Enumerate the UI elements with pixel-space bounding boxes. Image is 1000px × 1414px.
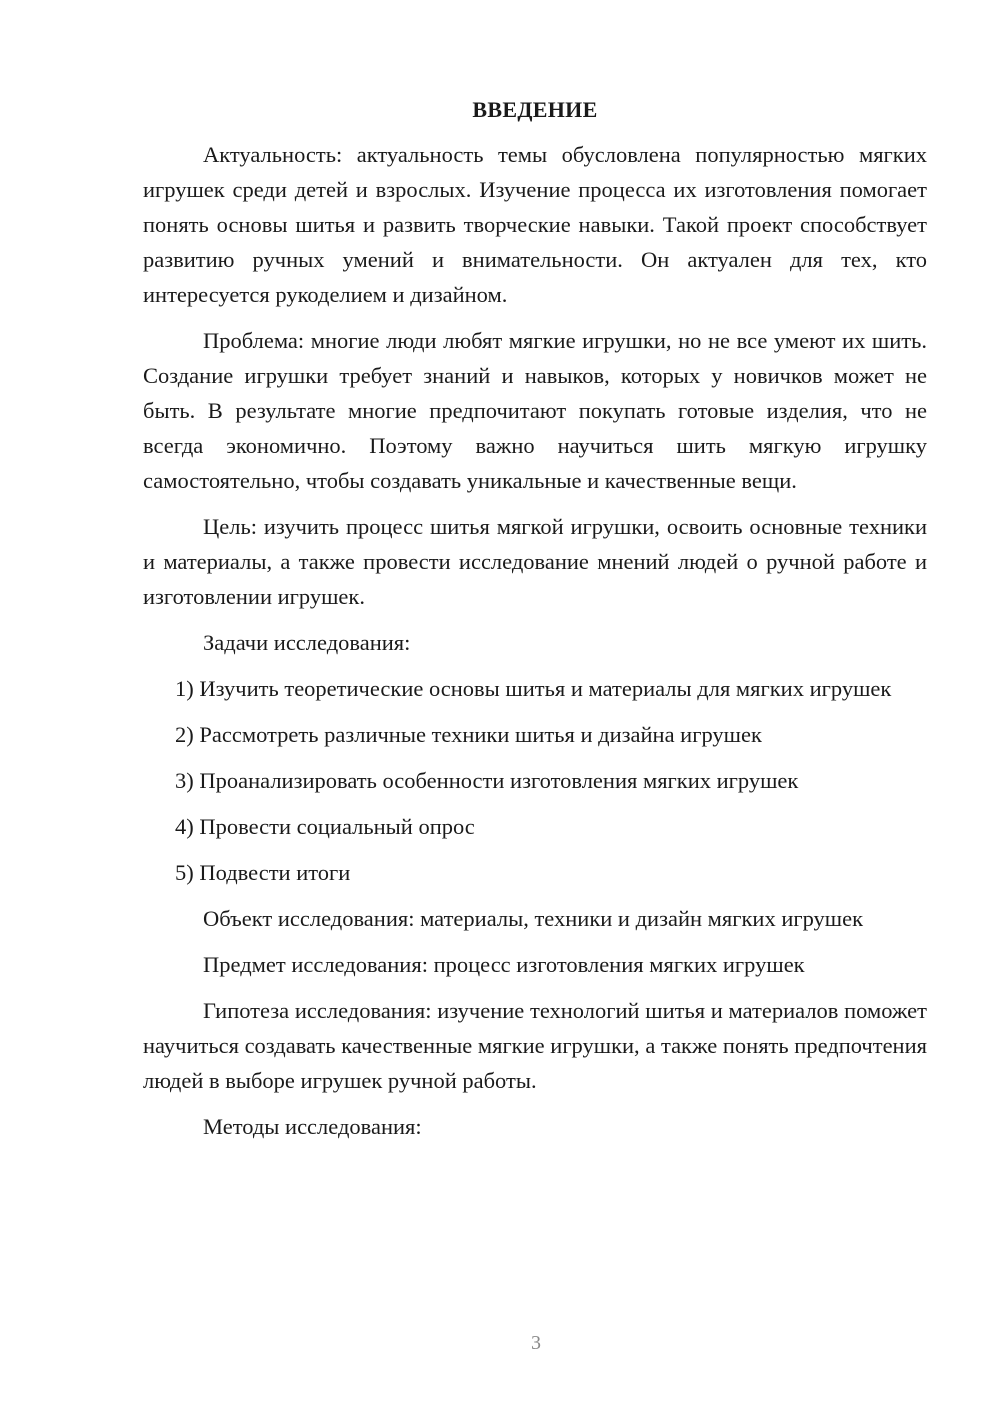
task-item-4: 4) Провести социальный опрос (175, 814, 475, 839)
page-number: 3 (531, 1332, 541, 1354)
paragraph-research-subject: Предмет исследования: процесс изготовления мягких игрушек (203, 952, 805, 977)
paragraph-research-methods: Методы исследования: (203, 1114, 422, 1139)
paragraph-problem: Проблема: многие люди любят мягкие игрушки, но не все умеют их шить. Создание игрушки требует знаний и навыков, которых у новичков может не быть. В результате многие предпочитают покупать готовые изделия, что не всегда экономично. Поэтому важно научиться шить мягкую игрушку самостоятельно, чтобы создавать уникальные и качественные вещи. (143, 328, 927, 493)
paragraph-research-object: Объект исследования: материалы, техники и дизайн мягких игрушек (203, 906, 864, 931)
task-item-1: 1) Изучить теоретические основы шитья и материалы для мягких игрушек (175, 676, 892, 701)
paragraph-relevance: Актуальность: актуальность темы обусловлена популярностью мягких игрушек среди детей и взрослых. Изучение процесса их изготовления помогает понять основы шитья и развить творческие навыки. Такой проект способствует развитию ручных умений и внимательности. Он актуален для тех, кто интересуется рукоделием и дизайном. (143, 142, 927, 307)
task-item-5: 5) Подвести итоги (175, 860, 351, 885)
task-item-3: 3) Проанализировать особенности изготовления мягких игрушек (175, 768, 799, 793)
page-content (143, 92, 927, 1155)
task-item-2: 2) Рассмотреть различные техники шитья и дизайна игрушек (175, 722, 762, 747)
tasks-heading: Задачи исследования: (203, 630, 411, 655)
paragraph-research-hypothesis: Гипотеза исследования: изучение технологий шитья и материалов поможет научиться создавать качественные мягкие игрушки, а также понять предпочтения людей в выборе игрушек ручной работы. (143, 998, 927, 1093)
paragraph-goal: Цель: изучить процесс шитья мягкой игрушки, освоить основные техники и материалы, а также провести исследование мнений людей о ручной работе и изготовлении игрушек. (143, 514, 927, 609)
section-title: ВВЕДЕНИЕ (472, 97, 598, 122)
